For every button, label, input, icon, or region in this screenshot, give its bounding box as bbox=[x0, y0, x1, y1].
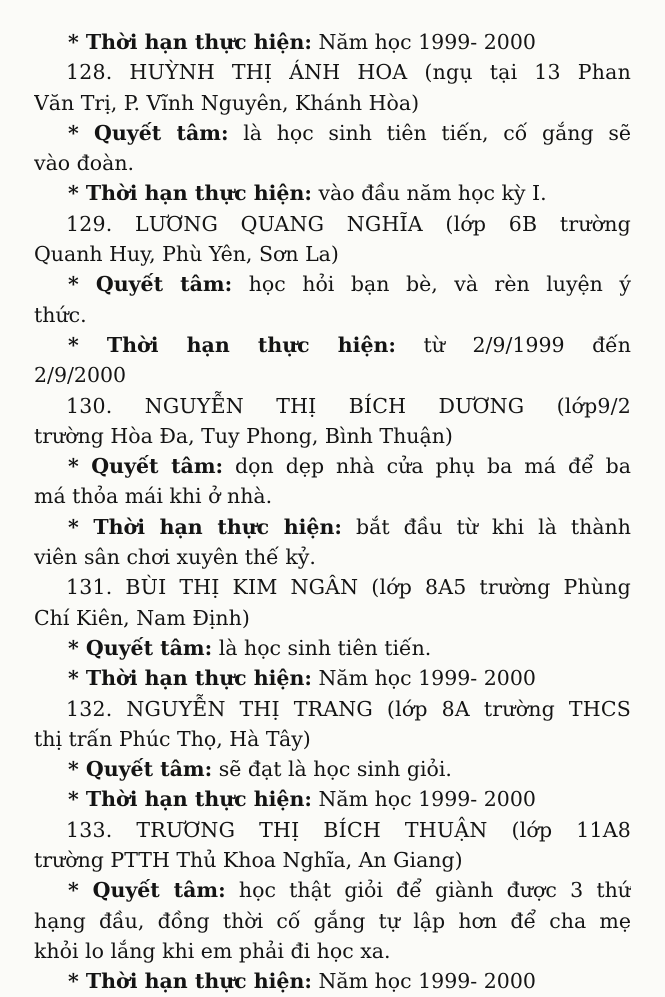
resolve-text: học hỏi bạn bè, và rèn luyện ý bbox=[232, 272, 631, 297]
entry-129-heading: 129. LƯƠNG QUANG NGHĨA (lớp 6B trường bbox=[66, 211, 631, 236]
entry-132-address: thị trấn Phúc Thọ, Hà Tây) bbox=[34, 726, 311, 751]
resolve-continuation: hạng đầu, đồng thời cố gắng tự lập hơn để cha mẹ bbox=[34, 908, 631, 933]
entry-133-heading: 133. TRƯƠNG THỊ BÍCH THUẬN (lớp 11A8 bbox=[66, 817, 631, 842]
deadline-label: * Thời hạn thực hiện: bbox=[68, 181, 312, 206]
deadline-label: * Thời hạn thực hiện: bbox=[68, 332, 396, 357]
entry-130-heading: 130. NGUYỄN THỊ BÍCH DƯƠNG (lớp9/2 bbox=[66, 393, 631, 418]
resolve-line bbox=[34, 633, 631, 663]
deadline-text: vào đầu năm học kỳ I. bbox=[311, 181, 547, 206]
deadline-line bbox=[34, 330, 631, 360]
resolve-text: sẽ đạt là học sinh giỏi. bbox=[212, 757, 452, 782]
deadline-label: * Thời hạn thực hiện: bbox=[68, 787, 312, 812]
resolve-continuation: má thỏa mái khi ở nhà. bbox=[34, 484, 273, 509]
deadline-text: Năm học 1999- 2000 bbox=[311, 787, 536, 812]
resolve-text: là học sinh tiên tiến, cố gắng sẽ bbox=[228, 120, 631, 145]
entry-128-address: Văn Trị, P. Vĩnh Nguyên, Khánh Hòa) bbox=[34, 90, 420, 115]
entry-130-address: trường Hòa Đa, Tuy Phong, Bình Thuận) bbox=[34, 423, 453, 448]
deadline-line bbox=[34, 966, 631, 996]
entry-128-heading: 128. HUỲNH THỊ ÁNH HOA (ngụ tại 13 Phan bbox=[66, 60, 631, 85]
deadline-line bbox=[34, 27, 631, 57]
deadline-text: Năm học 1999- 2000 bbox=[311, 30, 536, 54]
deadline-line bbox=[34, 784, 631, 814]
resolve-text: là học sinh tiên tiến. bbox=[212, 635, 432, 660]
deadline-line bbox=[34, 512, 631, 542]
resolve-text: học thật giỏi để giành được 3 thứ bbox=[225, 878, 631, 903]
entry-131-heading: 131. BÙI THỊ KIM NGÂN (lớp 8A5 trường Phùng bbox=[66, 575, 631, 600]
resolve-line bbox=[34, 451, 631, 481]
resolve-line bbox=[34, 875, 631, 905]
resolve-label: * Quyết tâm: bbox=[68, 454, 224, 479]
resolve-label: * Quyết tâm: bbox=[68, 878, 226, 903]
resolve-line bbox=[34, 269, 631, 299]
resolve-text: dọn dẹp nhà cửa phụ ba má để ba bbox=[223, 454, 631, 479]
deadline-text: Năm học 1999- 2000 bbox=[311, 969, 536, 994]
resolve-label: * Quyết tâm: bbox=[68, 272, 233, 297]
resolve-continuation: khỏi lo lắng khi em phải đi học xa. bbox=[34, 938, 391, 963]
deadline-continuation: 2/9/2000 bbox=[34, 363, 127, 388]
entry-131-address: Chí Kiên, Nam Định) bbox=[34, 605, 250, 630]
deadline-text: từ 2/9/1999 đến bbox=[395, 332, 631, 357]
deadline-text: Năm học 1999- 2000 bbox=[311, 666, 536, 691]
resolve-label: * Quyết tâm: bbox=[68, 120, 229, 145]
deadline-label: * Thời hạn thực hiện: bbox=[68, 30, 312, 54]
resolve-continuation: thức. bbox=[34, 302, 87, 327]
deadline-line bbox=[34, 663, 631, 693]
resolve-label: * Quyết tâm: bbox=[68, 635, 213, 660]
entry-129-address: Quanh Huy, Phù Yên, Sơn La) bbox=[34, 242, 339, 267]
deadline-line bbox=[34, 178, 631, 208]
entry-133-address: trường PTTH Thủ Khoa Nghĩa, An Giang) bbox=[34, 848, 463, 873]
deadline-continuation: viên sân chơi xuyên thế kỷ. bbox=[34, 545, 316, 570]
deadline-label: * Thời hạn thực hiện: bbox=[68, 514, 342, 539]
resolve-continuation: vào đoàn. bbox=[34, 151, 135, 176]
entry-132-heading: 132. NGUYỄN THỊ TRANG (lớp 8A trường THCS bbox=[66, 696, 631, 721]
resolve-line bbox=[34, 754, 631, 784]
resolve-label: * Quyết tâm: bbox=[68, 757, 213, 782]
deadline-label: * Thời hạn thực hiện: bbox=[68, 666, 312, 691]
deadline-text: bắt đầu từ khi là thành bbox=[341, 514, 631, 539]
resolve-line bbox=[34, 118, 631, 148]
deadline-label: * Thời hạn thực hiện: bbox=[68, 969, 312, 994]
